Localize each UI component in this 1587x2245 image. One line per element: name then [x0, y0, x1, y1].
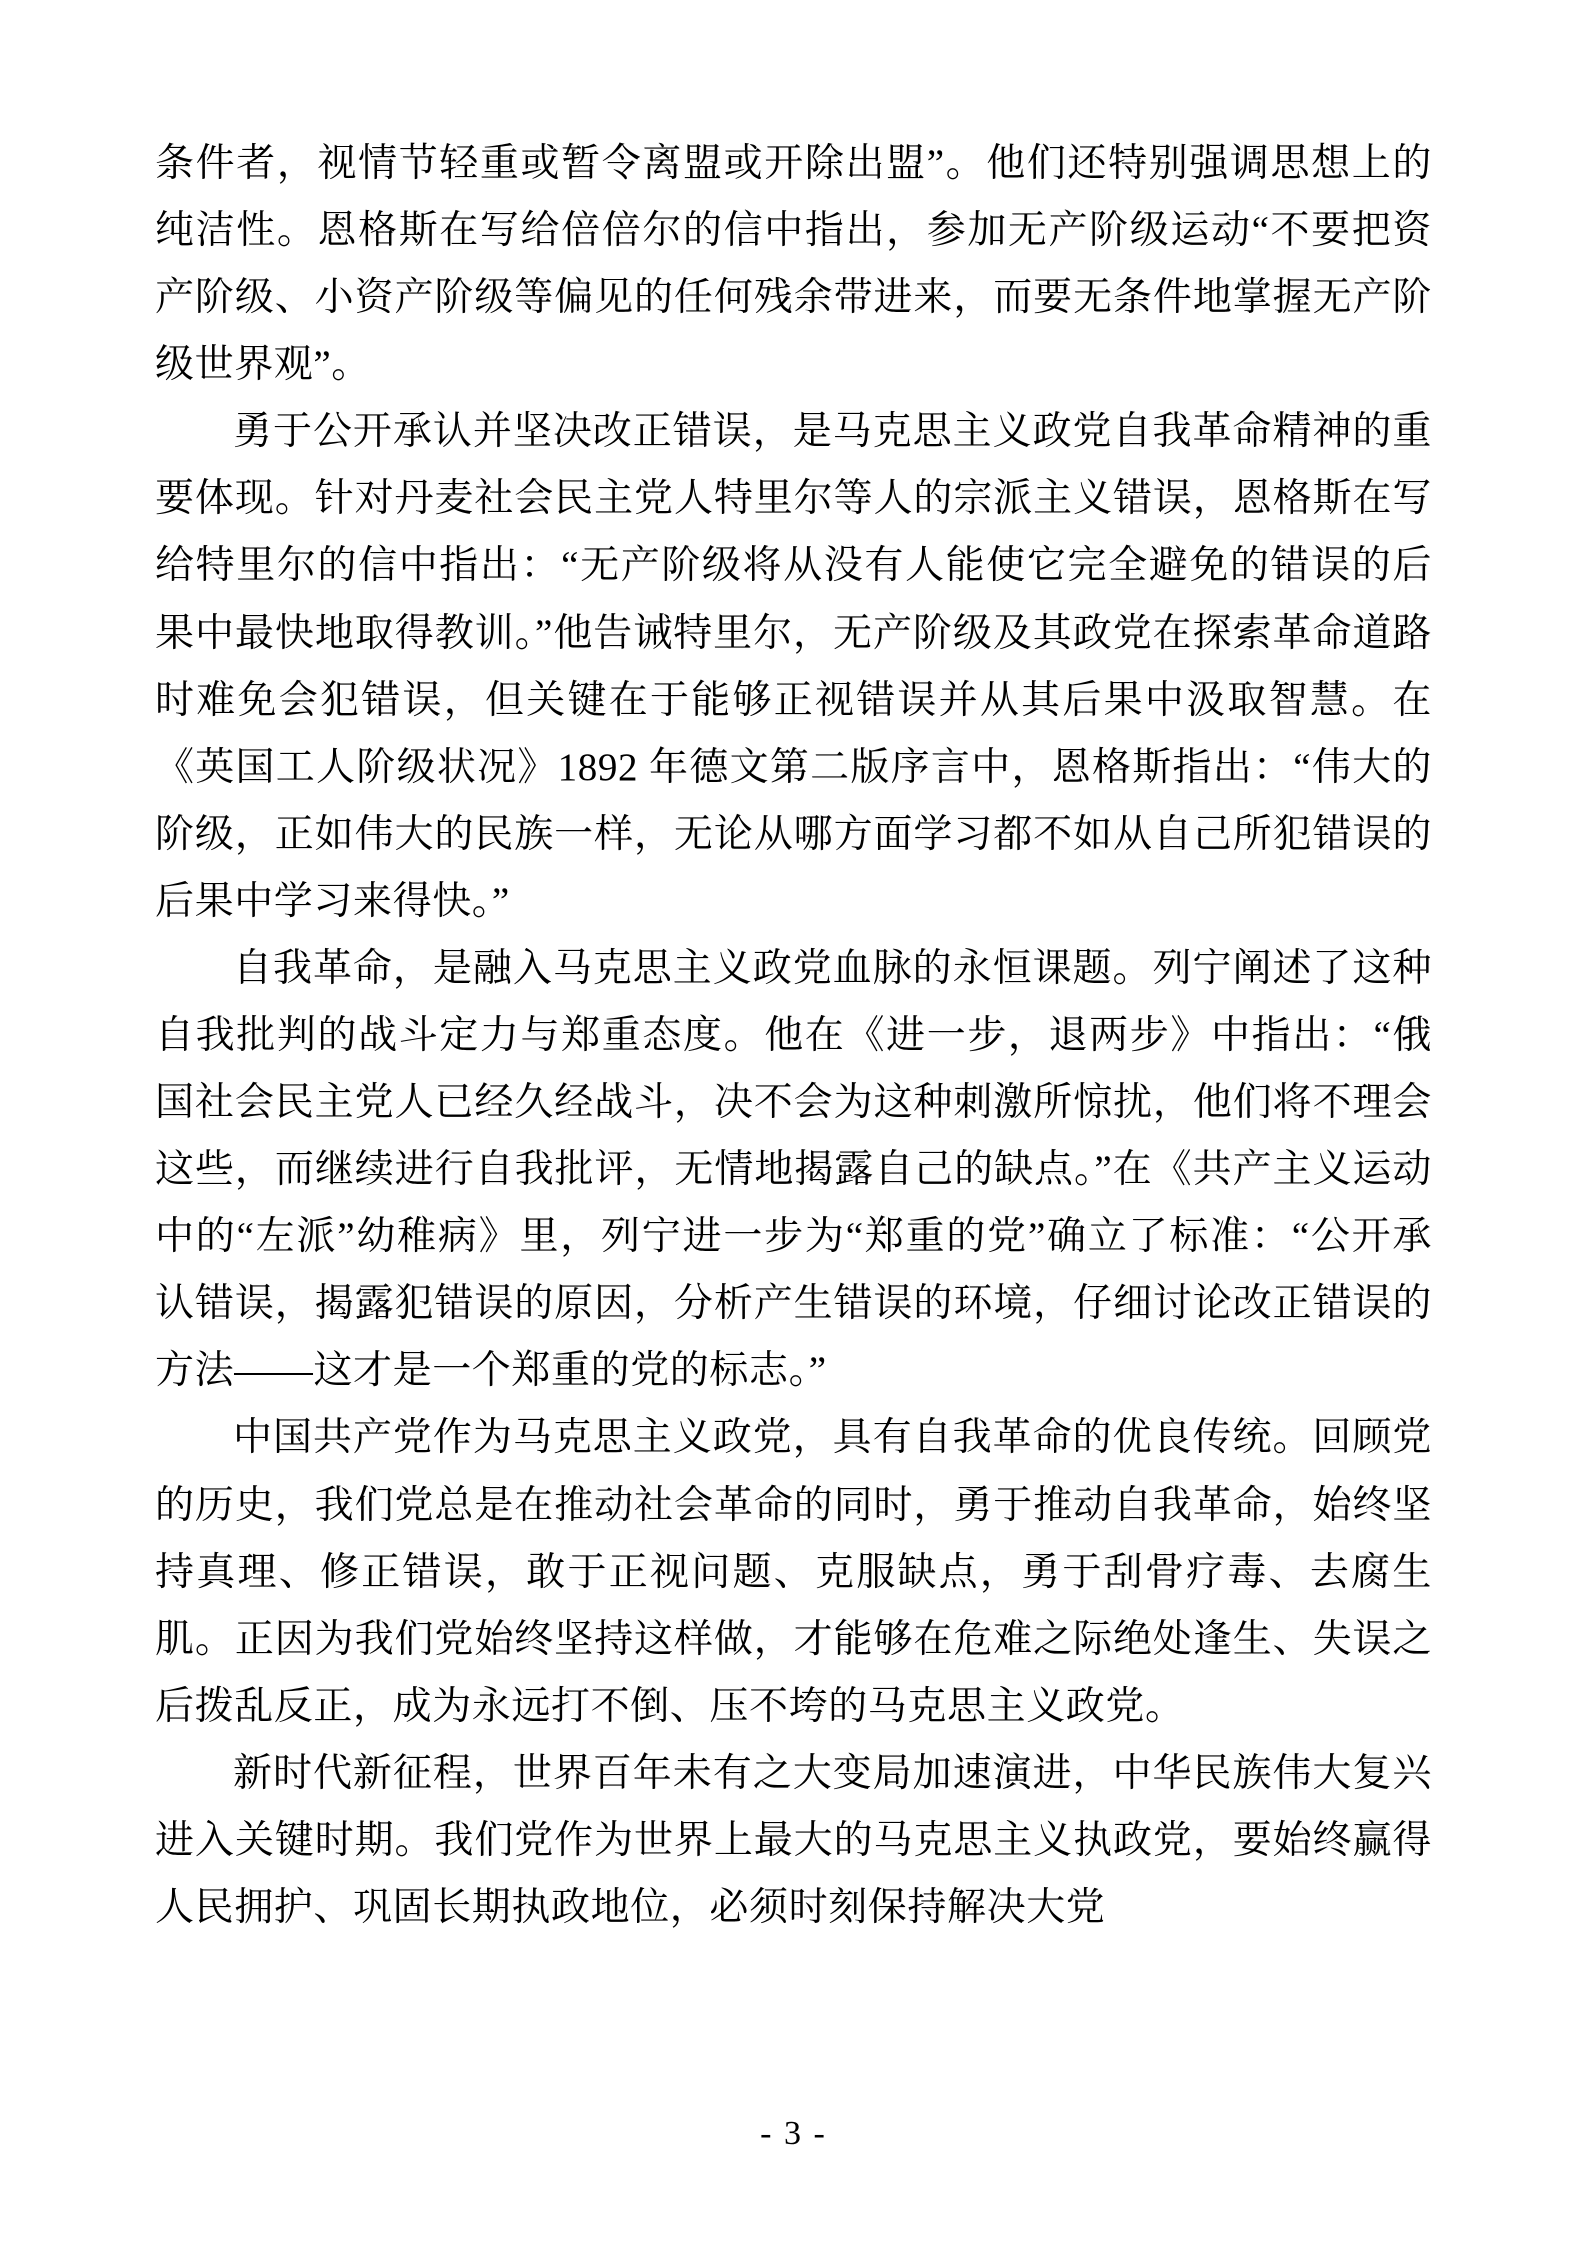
- paragraph: 中国共产党作为马克思主义政党，具有自我革命的优良传统。回顾党的历史，我们党总是在推动社会革命的同时，勇于推动自我革命，始终坚持真理、修正错误，敢于正视问题、克服缺点，勇于刮骨疗毒、去腐生肌。正因为我们党始终坚持这样做，才能够在危难之际绝处逢生、失误之后拨乱反正，成为永远打不倒、压不垮的马克思主义政党。: [155, 1416, 1432, 1728]
- document-body: [155, 130, 1432, 1941]
- paragraph: 新时代新征程，世界百年未有之大变局加速演进，中华民族伟大复兴进入关键时期。我们党作为世界上最大的马克思主义执政党，要始终赢得人民拥护、巩固长期执政地位，必须时刻保持解决大党: [155, 1751, 1432, 1930]
- page-number: - 3 -: [760, 2115, 827, 2152]
- paragraph: 自我革命，是融入马克思主义政党血脉的永恒课题。列宁阐述了这种自我批判的战斗定力与郑重态度。他在《进一步，退两步》中指出：“俄国社会民主党人已经久经战斗，决不会为这种刺激所惊扰，他们将不理会这些，而继续进行自我批评，无情地揭露自己的缺点。”在《共产主义运动中的“左派”幼稚病》里，列宁进一步为“郑重的党”确立了标准：“公开承认错误，揭露犯错误的原因，分析产生错误的环境，仔细讨论改正错误的方法——这才是一个郑重的党的标志。”: [155, 946, 1432, 1393]
- paragraph: 条件者，视情节轻重或暂令离盟或开除出盟”。他们还特别强调思想上的纯洁性。恩格斯在写给倍倍尔的信中指出，参加无产阶级运动“不要把资产阶级、小资产阶级等偏见的任何残余带进来，而要无条件地掌握无产阶级世界观”。: [155, 142, 1432, 387]
- paragraph: 勇于公开承认并坚决改正错误，是马克思主义政党自我革命精神的重要体现。针对丹麦社会民主党人特里尔等人的宗派主义错误，恩格斯在写给特里尔的信中指出：“无产阶级将从没有人能使它完全避免的错误的后果中最快地取得教训。”他告诫特里尔，无产阶级及其政党在探索革命道路时难免会犯错误，但关键在于能够正视错误并从其后果中汲取智慧。在《英国工人阶级状况》1892 年德文第二版序言中，恩格斯指出：“伟大的阶级，正如伟大的民族一样，无论从哪方面学习都不如从自己所犯错误的后果中学习来得快。”: [155, 410, 1432, 923]
